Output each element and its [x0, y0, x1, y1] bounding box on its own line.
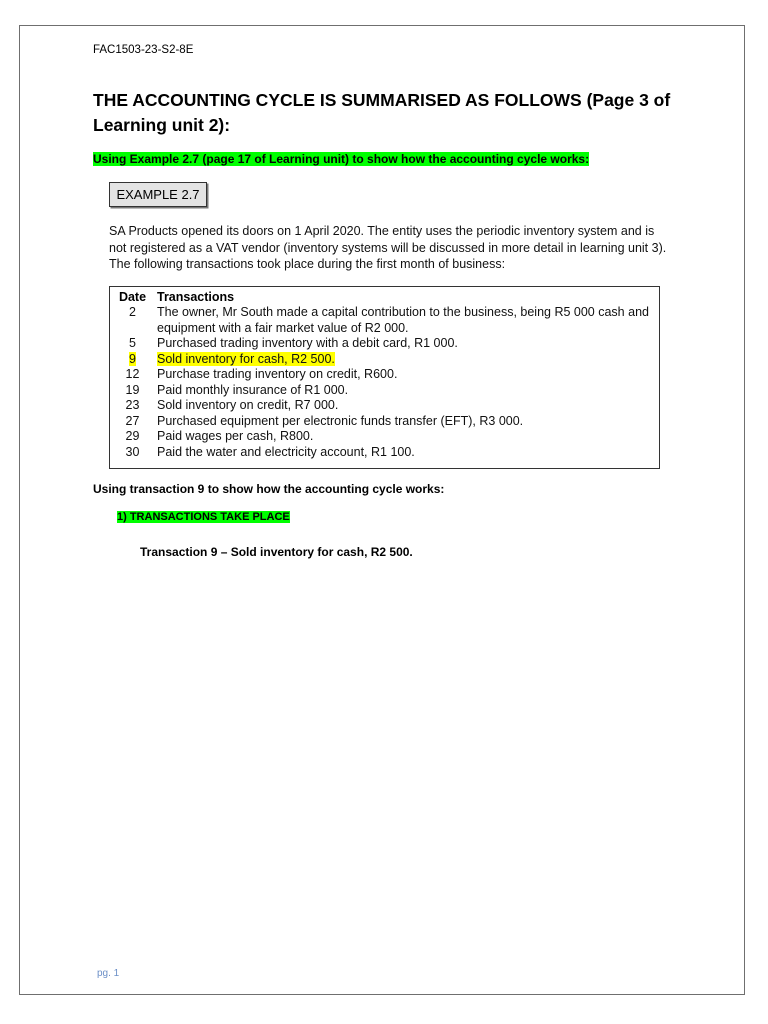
row-date: 2	[129, 305, 136, 319]
example-reference-text: Using Example 2.7 (page 17 of Learning unit) to show how the accounting cycle works:	[93, 152, 590, 166]
example-badge: EXAMPLE 2.7	[109, 182, 207, 207]
header-transactions: Transactions	[157, 290, 235, 304]
step-1-heading	[117, 510, 290, 525]
row-text: Paid monthly insurance of R1 000.	[157, 382, 349, 397]
table-row	[110, 429, 659, 445]
page-number: pg. 1	[97, 968, 120, 979]
row-date: 29	[125, 429, 140, 443]
table-header	[110, 289, 659, 305]
document-code: FAC1503-23-S2-8E	[93, 44, 194, 56]
row-text: Purchased equipment per electronic funds transfer (EFT), R3 000.	[157, 413, 524, 428]
transaction-9-heading: Using transaction 9 to show how the accounting cycle works:	[93, 482, 445, 496]
row-text: Paid the water and electricity account, R1 100.	[157, 444, 415, 459]
row-text: Purchase trading inventory on credit, R600.	[157, 367, 398, 381]
page-title-line-2: Learning unit 2):	[93, 115, 231, 135]
row-text: The owner, Mr South made a capital contribution to the business, being R5 000 cash and equipment with a fair market value of R2 000.	[157, 305, 649, 335]
example-reference	[93, 151, 589, 167]
row-date: 23	[125, 398, 140, 412]
page-title	[93, 88, 693, 138]
page-title-line-1: THE ACCOUNTING CYCLE IS SUMMARISED AS FOLLOWS (Page 3 of	[93, 90, 671, 110]
document-page	[19, 25, 745, 995]
header-date: Date	[118, 290, 147, 304]
transactions-table	[109, 286, 660, 469]
step-1-text: 1) TRANSACTIONS TAKE PLACE	[117, 511, 290, 523]
table-row	[110, 305, 659, 336]
table-row	[110, 336, 659, 352]
table-row	[110, 383, 659, 399]
table-row	[110, 414, 659, 430]
table-row	[110, 445, 659, 461]
row-text	[155, 352, 659, 368]
row-text: Sold inventory on credit, R7 000.	[157, 398, 339, 412]
row-date: 30	[125, 444, 140, 459]
row-text-highlight: Sold inventory for cash, R2 500.	[157, 351, 335, 366]
table-row-highlighted	[110, 352, 659, 368]
transaction-9-description: Transaction 9 – Sold inventory for cash, R2 500.	[140, 545, 413, 559]
row-date-highlight: 9	[129, 351, 136, 366]
row-text: Paid wages per cash, R800.	[157, 429, 314, 443]
table-row	[110, 367, 659, 383]
row-date	[110, 352, 155, 368]
row-date: 12	[125, 367, 140, 381]
row-text: Purchased trading inventory with a debit card, R1 000.	[157, 336, 458, 350]
row-date: 5	[129, 336, 136, 350]
row-date: 27	[125, 413, 140, 428]
intro-paragraph: SA Products opened its doors on 1 April 2020. The entity uses the periodic inventory system and is not registered as a VAT vendor (inventory systems will be discussed in more detail in learning unit 3). The following transactions took place during the first month of business:	[109, 224, 667, 271]
row-date: 19	[125, 382, 140, 397]
table-row	[110, 398, 659, 414]
